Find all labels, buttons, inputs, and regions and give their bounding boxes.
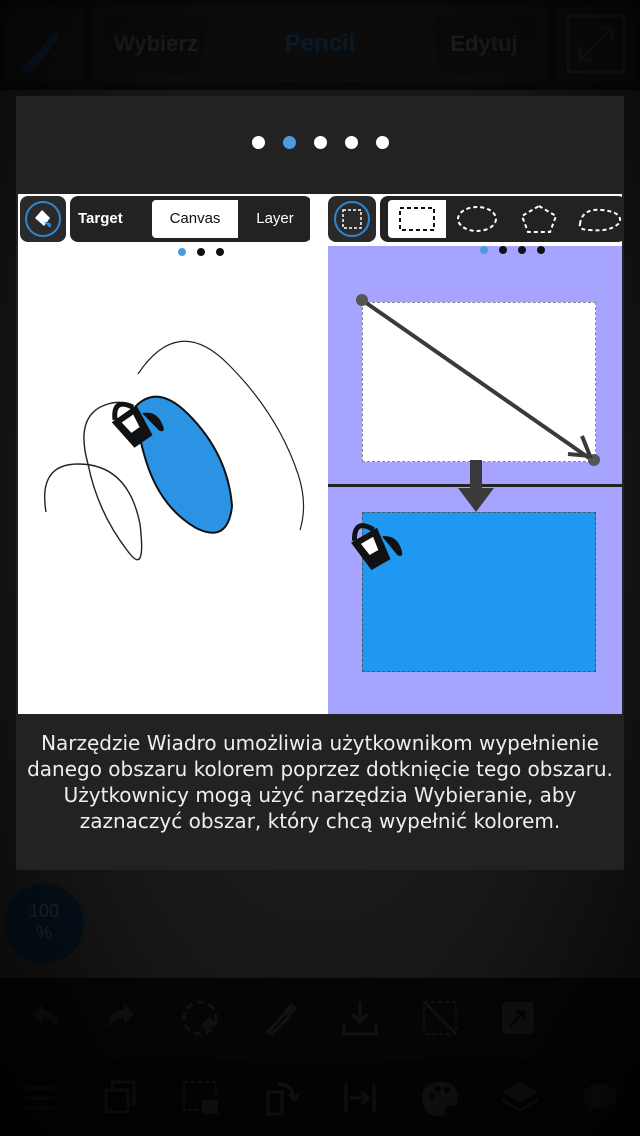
selection-tool-icon <box>328 196 376 242</box>
selection-fill-illustration <box>328 194 622 714</box>
bucket-toolbar <box>18 194 310 244</box>
page-dot[interactable] <box>345 136 358 149</box>
polygon-select-icon[interactable] <box>510 200 568 238</box>
filled-curves-drawing <box>18 244 310 714</box>
segment-layer[interactable]: Layer <box>256 210 294 227</box>
target-label: Target <box>78 210 123 227</box>
page-dot-active[interactable] <box>283 136 296 149</box>
selection-toolbar <box>328 194 622 246</box>
target-segmented-control <box>152 200 310 238</box>
selection-mode-bar <box>380 196 622 242</box>
page-indicator <box>16 134 624 154</box>
page-dot[interactable] <box>314 136 327 149</box>
bucket-icon <box>20 196 66 242</box>
ellipse-select-icon[interactable] <box>448 200 506 238</box>
page-dot[interactable] <box>252 136 265 149</box>
rect-select-icon[interactable] <box>388 200 446 238</box>
tutorial-caption: Narzędzie Wiadro umożliwia użytkownikom wypełnienie danego obszaru kolorem poprzez dotknięcie tego obszaru. Użytkownicy mogą użyć narzędzia Wybieranie, aby zaznaczyć obszar, który chcą wypełnić kolorem. <box>27 731 613 833</box>
bucket-tool-illustration <box>18 194 310 714</box>
down-arrow <box>456 460 496 516</box>
tutorial-dialog <box>16 96 624 870</box>
mini-page-dots <box>478 242 558 261</box>
panel-divider <box>310 194 328 714</box>
lasso-select-icon[interactable] <box>572 200 622 238</box>
drag-arrow <box>328 284 622 484</box>
segment-canvas[interactable]: Canvas <box>152 200 238 238</box>
page-dot[interactable] <box>376 136 389 149</box>
bucket-icon <box>332 514 412 594</box>
target-bar <box>70 196 310 242</box>
